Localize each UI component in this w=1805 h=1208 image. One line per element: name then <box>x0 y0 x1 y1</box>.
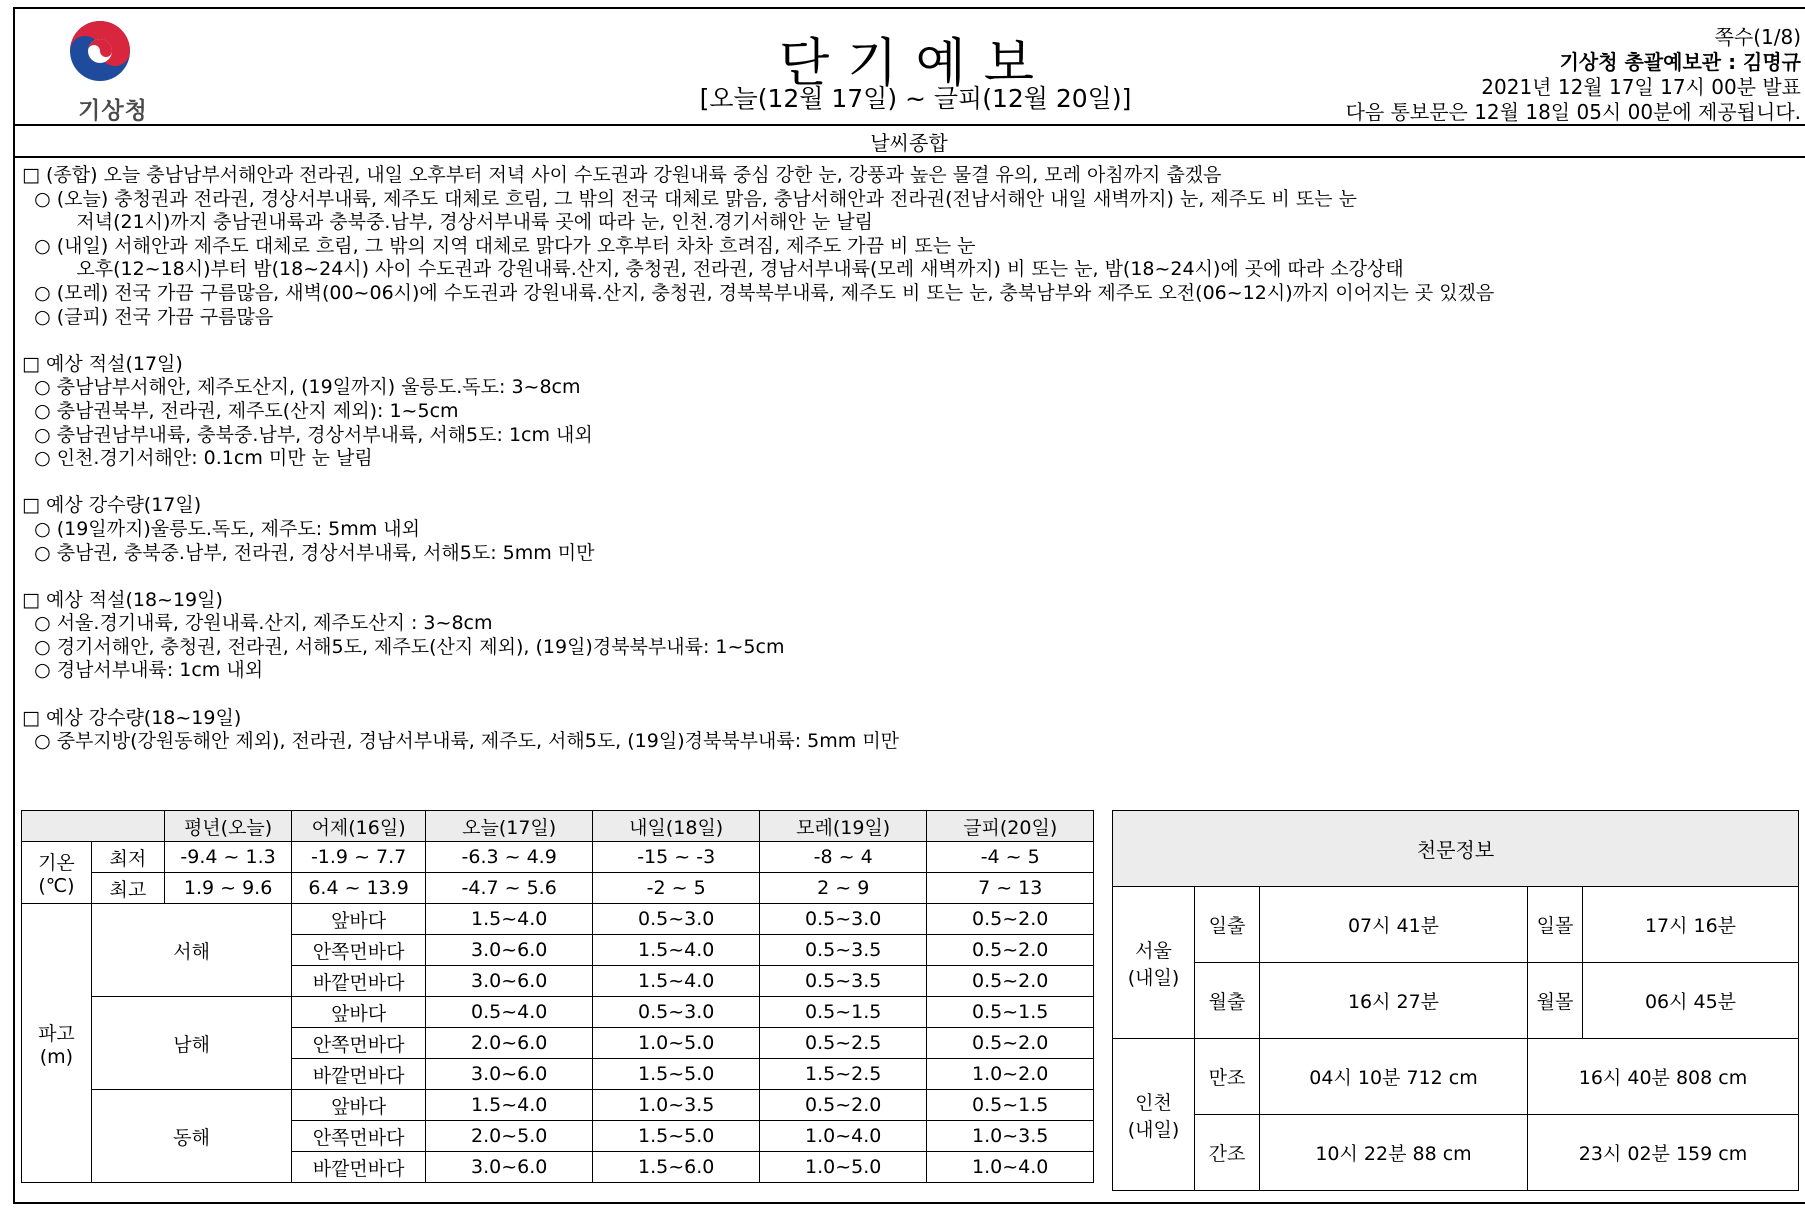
low-tide-1: 10시 22분 88 cm <box>1260 1115 1528 1191</box>
wave-value: 0.5~1.5 <box>759 997 927 1028</box>
high-tide-2: 16시 40분 808 cm <box>1528 1039 1799 1115</box>
wave-value: 1.5~4.0 <box>593 935 760 966</box>
wave-value: 1.0~2.0 <box>927 1059 1094 1090</box>
wave-value: 3.0~6.0 <box>425 966 593 997</box>
summary-line <box>22 683 1494 707</box>
zone-label: 앞바다 <box>292 997 426 1028</box>
logo-text: 기상청 <box>78 98 148 124</box>
sunset-value: 17시 16분 <box>1583 887 1799 963</box>
wave-value: 1.0~5.0 <box>759 1152 927 1183</box>
summary-line: ○ (글피) 전국 가끔 구름많음 <box>22 305 274 328</box>
column-header: 모레(19일) <box>759 811 927 842</box>
wave-value: 0.5~3.5 <box>759 966 927 997</box>
wave-value: 0.5~4.0 <box>425 997 593 1028</box>
page-count: 쪽수(1/8) <box>1714 25 1801 49</box>
temp-value: -2 ~ 5 <box>593 873 760 904</box>
wave-value: 1.5~5.0 <box>593 1059 760 1090</box>
wave-value: 0.5~2.0 <box>759 1090 927 1121</box>
temp-row-label: 최고 <box>91 873 164 904</box>
summary-line: □ 예상 강수량(17일) <box>22 494 202 517</box>
wave-value: 0.5~2.5 <box>759 1028 927 1059</box>
weather-summary <box>22 164 1494 754</box>
summary-line: ○ 서울.경기내륙, 강원내륙.산지, 제주도산지 : 3~8cm <box>22 612 493 635</box>
header-blank <box>22 811 165 842</box>
summary-line: ○ (오늘) 충청권과 전라권, 경상서부내륙, 제주도 대체로 흐림, 그 밖의 전국 대체로 맑음, 충남서해안과 전라권(전남서해안 내일 새벽까지) 눈, 제주도 비 또는 눈 <box>22 187 1357 210</box>
summary-line: ○ 충남권남부내륙, 충북중.남부, 경상서부내륙, 서해5도: 1cm 내외 <box>22 423 593 446</box>
summary-line <box>22 565 1494 589</box>
astronomy-table <box>1112 810 1799 1191</box>
summary-line: ○ 충남권북부, 전라권, 제주도(산지 제외): 1~5cm <box>22 399 459 422</box>
report-title: 단기예보 <box>779 34 1052 94</box>
wave-value: 1.5~2.5 <box>759 1059 927 1090</box>
moonset-label: 월몰 <box>1528 963 1583 1039</box>
temp-value: 7 ~ 13 <box>927 873 1094 904</box>
wave-value: 2.0~6.0 <box>425 1028 593 1059</box>
summary-line: ○ 경기서해안, 충청권, 전라권, 서해5도, 제주도(산지 제외), (19일)경북북부내륙: 1~5cm <box>22 635 785 658</box>
temp-value: -4 ~ 5 <box>927 842 1094 873</box>
wave-value: 1.0~4.0 <box>759 1121 927 1152</box>
wave-value: 1.5~4.0 <box>593 966 760 997</box>
wave-value: 0.5~2.0 <box>927 904 1094 935</box>
wave-value: 3.0~6.0 <box>425 935 593 966</box>
high-tide-1: 04시 10분 712 cm <box>1260 1039 1528 1115</box>
column-header: 평년(오늘) <box>164 811 291 842</box>
report-header <box>13 7 1805 126</box>
summary-line: □ (종합) 오늘 충남남부서해안과 전라권, 내일 오후부터 저녁 사이 수도권과 강원내륙 중심 강한 눈, 강풍과 높은 물결 유의, 모레 아침까지 춥겠음 <box>22 164 1222 186</box>
moonrise-label: 월출 <box>1195 963 1260 1039</box>
temp-value: -6.3 ~ 4.9 <box>425 842 593 873</box>
summary-line: □ 예상 적설(18~19일) <box>22 588 223 611</box>
summary-line: ○ 중부지방(강원동해안 제외), 전라권, 경남서부내륙, 제주도, 서해5도, (19일)경북북부내륙: 5mm 미만 <box>22 730 900 753</box>
low-tide-label: 간조 <box>1195 1115 1260 1191</box>
wave-value: 0.5~1.5 <box>927 997 1094 1028</box>
section-title: 날씨종합 <box>13 128 1805 158</box>
column-header: 내일(18일) <box>593 811 760 842</box>
temp-value: -4.7 ~ 5.6 <box>425 873 593 904</box>
zone-label: 바깥먼바다 <box>292 1059 426 1090</box>
wave-value: 0.5~3.5 <box>759 935 927 966</box>
seoul-label: 서울 (내일) <box>1113 887 1195 1039</box>
temp-value: -8 ~ 4 <box>759 842 927 873</box>
wave-value: 3.0~6.0 <box>425 1059 593 1090</box>
summary-line: ○ (모레) 전국 가끔 구름많음, 새벽(00~06시)에 수도권과 강원내륙.산지, 충청권, 경북북부내륙, 제주도 비 또는 눈, 충북남부와 제주도 오전(06~12시)까지 이어지는 곳 있겠음 <box>22 281 1495 304</box>
sea-label: 남해 <box>91 997 291 1090</box>
column-header: 오늘(17일) <box>425 811 593 842</box>
summary-line: 저녁(21시)까지 충남권내륙과 충북중.남부, 경상서부내륙 곳에 따라 눈, 인천.경기서해안 눈 날림 <box>22 211 873 234</box>
sea-label: 서해 <box>91 904 291 997</box>
sunrise-label: 일출 <box>1195 887 1260 963</box>
wave-value: 2.0~5.0 <box>425 1121 593 1152</box>
zone-label: 안쪽먼바다 <box>292 1121 426 1152</box>
sea-label: 동해 <box>91 1090 291 1183</box>
forecast-table <box>21 810 1094 1183</box>
summary-line: ○ 충남권, 충북중.남부, 전라권, 경상서부내륙, 서해5도: 5mm 미만 <box>22 541 595 564</box>
summary-line: □ 예상 강수량(18~19일) <box>22 706 242 729</box>
sunrise-value: 07시 41분 <box>1260 887 1528 963</box>
temp-value: 2 ~ 9 <box>759 873 927 904</box>
wave-value: 0.5~2.0 <box>927 935 1094 966</box>
wave-value: 3.0~6.0 <box>425 1152 593 1183</box>
sunset-label: 일몰 <box>1528 887 1583 963</box>
summary-line: 오후(12~18시)부터 밤(18~24시) 사이 수도권과 강원내륙.산지, 충청권, 전라권, 경남서부내륙(모레 새벽까지) 비 또는 눈, 밤(18~24시)에 곳에 따라 소강상태 <box>22 258 1404 281</box>
wave-value: 1.5~6.0 <box>593 1152 760 1183</box>
wave-value: 0.5~2.0 <box>927 966 1094 997</box>
column-header: 글피(20일) <box>927 811 1094 842</box>
temp-value: 6.4 ~ 13.9 <box>292 873 426 904</box>
wave-value: 1.0~3.5 <box>593 1090 760 1121</box>
summary-line: ○ 경남서부내륙: 1cm 내외 <box>22 659 264 682</box>
wave-value: 0.5~2.0 <box>927 1028 1094 1059</box>
wave-value: 1.0~3.5 <box>927 1121 1094 1152</box>
summary-line: ○ (19일까지)울릉도.독도, 제주도: 5mm 내외 <box>22 517 421 540</box>
wave-value: 1.5~5.0 <box>593 1121 760 1152</box>
wave-value: 0.5~3.0 <box>593 904 760 935</box>
zone-label: 앞바다 <box>292 904 426 935</box>
wave-value: 0.5~3.0 <box>759 904 927 935</box>
astronomy-title: 천문정보 <box>1113 811 1799 887</box>
temp-row-label: 최저 <box>91 842 164 873</box>
zone-label: 바깥먼바다 <box>292 966 426 997</box>
incheon-label: 인천 (내일) <box>1113 1039 1195 1191</box>
wave-value: 1.0~5.0 <box>593 1028 760 1059</box>
zone-label: 바깥먼바다 <box>292 1152 426 1183</box>
summary-line: □ 예상 적설(17일) <box>22 352 183 375</box>
wave-value: 0.5~1.5 <box>927 1090 1094 1121</box>
zone-label: 안쪽먼바다 <box>292 1028 426 1059</box>
wave-value: 0.5~3.0 <box>593 997 760 1028</box>
moonset-value: 06시 45분 <box>1583 963 1799 1039</box>
high-tide-label: 만조 <box>1195 1039 1260 1115</box>
wave-value: 1.5~4.0 <box>425 904 593 935</box>
issued-time: 2021년 12월 17일 17시 00분 발표 <box>1481 75 1801 99</box>
summary-line: ○ 충남남부서해안, 제주도산지, (19일까지) 울릉도.독도: 3~8cm <box>22 376 581 399</box>
temp-value: -15 ~ -3 <box>593 842 760 873</box>
temp-value: -1.9 ~ 7.7 <box>292 842 426 873</box>
summary-line: ○ (내일) 서해안과 제주도 대체로 흐림, 그 밖의 지역 대체로 맑다가 오후부터 차차 흐려짐, 제주도 가끔 비 또는 눈 <box>22 234 976 257</box>
summary-line <box>22 329 1494 353</box>
zone-label: 앞바다 <box>292 1090 426 1121</box>
wave-value: 1.5~4.0 <box>425 1090 593 1121</box>
next-release: 다음 통보문은 12월 18일 05시 00분에 제공됩니다. <box>1345 100 1801 124</box>
temp-value: -9.4 ~ 1.3 <box>164 842 291 873</box>
moonrise-value: 16시 27분 <box>1260 963 1528 1039</box>
forecaster: 기상청 총괄예보관 : 김명규 <box>1559 50 1801 74</box>
temp-value: 1.9 ~ 9.6 <box>164 873 291 904</box>
column-header: 어제(16일) <box>292 811 426 842</box>
wave-value: 1.0~4.0 <box>927 1152 1094 1183</box>
summary-line <box>22 471 1494 495</box>
temperature-label: 기온 (℃) <box>22 842 92 904</box>
zone-label: 안쪽먼바다 <box>292 935 426 966</box>
report-subtitle: [오늘(12월 17일) ~ 글피(12월 20일)] <box>699 84 1132 113</box>
report-meta <box>1346 25 1801 125</box>
wave-height-label: 파고 (m) <box>22 904 92 1183</box>
summary-line: ○ 인천.경기서해안: 0.1cm 미만 눈 날림 <box>22 447 373 470</box>
low-tide-2: 23시 02분 159 cm <box>1528 1115 1799 1191</box>
